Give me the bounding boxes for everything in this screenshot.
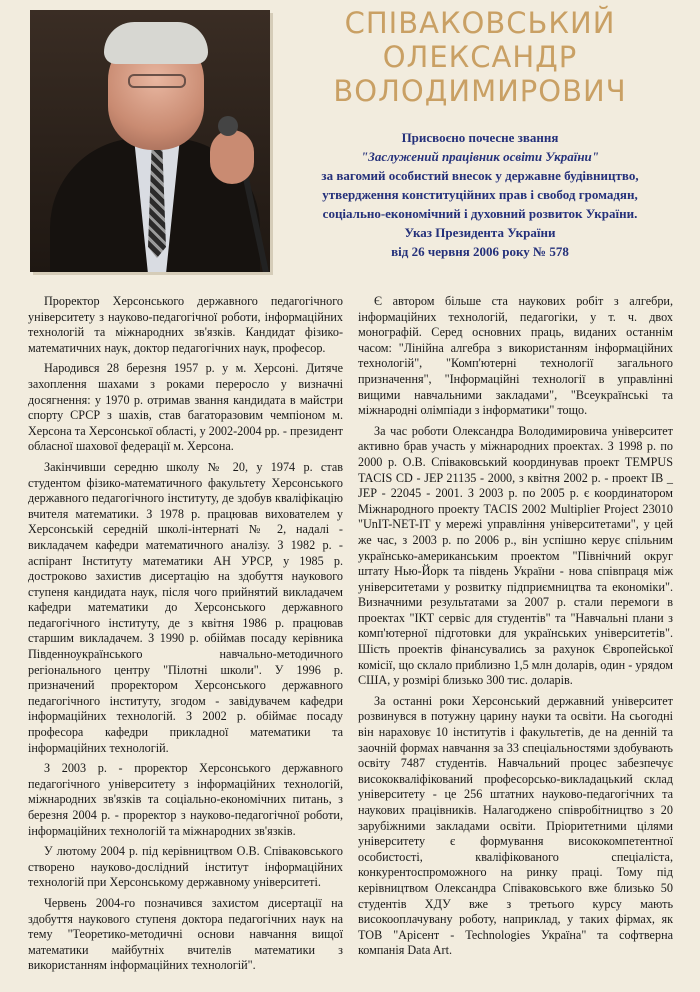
award-date: від 26 червня 2006 року № 578 [391,244,569,259]
award-line-3: за вагомий особистий внесок у державне будівництво, [321,168,639,183]
award-line-1: Присвоєно почесне звання [401,130,559,145]
award-line-5: соціально-економічний і духовний розвиток України. [322,206,638,221]
award-line-4: утвердження конституційних прав і свобод громадян, [322,187,638,202]
microphone-icon [218,116,238,136]
paragraph: У лютому 2004 р. під керівництвом О.В. Співаковського створено науково-дослідний інститут інформаційних технологій при Херсонському державному університеті. [28,844,343,890]
paragraph: Червень 2004-го позначився захистом дисертації на здобуття наукового ступеня доктора педагогічних наук на тему "Теоретико-методичні основи навчання вищої математики майбутніх вчителів математики з використанням інформаційних технологій". [28,895,343,973]
person-name [280,6,680,108]
name-line-3: ВОЛОДИМИРОВИЧ [333,74,627,108]
portrait-photo [30,10,270,272]
paragraph: Проректор Херсонського державного педагогічного університету з науково-педагогічної роботи, інформаційних технологій та міжнародних зв'язків. Кандидат фізико-математичних наук, доктор педагогічних наук, професор. [28,294,343,355]
paragraph: Народився 28 березня 1957 р. у м. Херсоні. Дитяче захоплення шахами з роками переросло у визначні досягнення: у 1970 р. отримав звання кандидата в майстри спорту СРСР з шахів, став багаторазовим чемпіоном м. Херсона та Херсонської області, у 2002-2004 рр. - президент обласної шахової федерації м. Херсона. [28,361,343,454]
paragraph: З 2003 р. - проректор Херсонського державного педагогічного університету з інформаційних технологій, міжнародних зв'язків та соціально-економічних питань, з березня 2004 р. - проректор з науково-педагогічної роботи, інформаційних технологій та міжнародних зв'язків. [28,761,343,838]
paragraph: Закінчивши середню школу № 20, у 1974 р. став студентом фізико-математичного факультету Херсонського державного педагогічного інституту, де здобув кваліфікацію вчителя математики. З 1978 р. працював вихователем у Херсонській середній школі-інтернаті № 2, надалі - викладачем кафедри математичного аналізу. З 1982 р. - аспірант Інституту математики АН УРСР, у 1985 р. достроково захистив дисертацію на здобуття наукового ступеня кандидата наук, після чого прийнятий викладачем кафедри математики до Херсонського державного педагогічного інституту, де з квітня 1986 р. працював старшим викладачем. З 1990 р. обіймав посаду керівника Південноукраїнського навчально-методичного регіонального центру "Пілотні школи". У 1996 р. призначений проректором Херсонського державного педагогічного інституту, згодом - завідувачем кафедри інформаційних технологій. З 2002 р. обіймає посаду професора кафедри прикладної математики та інформаційних технологій. [28,459,343,755]
portrait-glasses [128,74,186,88]
portrait-hand [210,130,254,184]
name-line-1: СПІВАКОВСЬКИЙ [344,6,616,40]
paragraph: За час роботи Олександра Володимировича університет активно брав участь у міжнародних проектах. З 1998 р. по 2000 р. О.В. Співаковський координував проект TEMPUS TACIS CD - JEP 21135 - 2000, з квітня 2002 р. - проект IB _ JEP - 22045 - 2001. З 2003 р. по 2005 р. є координатором Міжнародного проекту TACIS 2002 Multiplier Project 23010 "UnIT-NET-IT у мережі управління університетами", у цей же час, з 2003 р. по 2006 р., він успішно керує спільним українсько-американським проектом "Північний округ штату Нью-Йорк та південь України - нова співпраця між університетами у розвитку підприємництва та економіки". Визначними результатами за 2007 р. стали перемоги в проектах "ІКТ сервіс для студентів" та "Навчальні плани з комп'ютерної підготовки для українських університетів". Шість проектів фінансувались за рахунок Європейської комісії, що склало приблизно 1,5 млн доларів, один - урядом США, у розмірі близько 300 тис. доларів. [358,423,673,688]
award-decree: Указ Президента України [404,225,556,240]
right-column [358,294,673,964]
name-line-2: ОЛЕКСАНДР [382,40,578,74]
portrait-hair [104,22,208,64]
paragraph: Є автором більше ста наукових робіт з алгебри, інформаційних технологій, педагогіки, у т. ч. двох монографій. Серед основних праць, виданих останнім часом: "Лінійна алгебра з використанням інформаційних технологій", "Комп'ютерні технології загального призначення", "Інформаційні технології в управлінні вищими навчальними закладами", "Всеукраїнські та міжнародні олімпіади з інформатики" тощо. [358,294,673,418]
left-column [28,294,343,979]
award-block [280,128,680,261]
paragraph: За останні роки Херсонський державний університет розвинувся в потужну царину науки та освіти. На сьогодні він нараховує 10 інститутів і факультетів, де на денній та заочній формах навчання за 33 спеціальностями здобувають освіту 7487 студентів. Навчальний процес забезпечує висококваліфікований професорсько-викладацький склад університету - це 256 штатних науково-педагогічних та наукових працівників. Налагоджено співробітництво з 20 зарубіжними закладами освіти. Пріоритетними цілями університету є формування висококомпетентної особистості, кваліфікованого спеціаліста, конкурентоспроможного на ринку праці. Тому під керівництвом Олександра Співаковського вже близько 50 студентів ХДУ вже з третього курсу мають високооплачувану роботу, наприклад, у таких фірмах, як ТОВ "Арісент - Technologies Україна" та софтверна компанія Data Art. [358,693,673,958]
award-title: "Заслужений працівник освіти України" [361,149,599,164]
